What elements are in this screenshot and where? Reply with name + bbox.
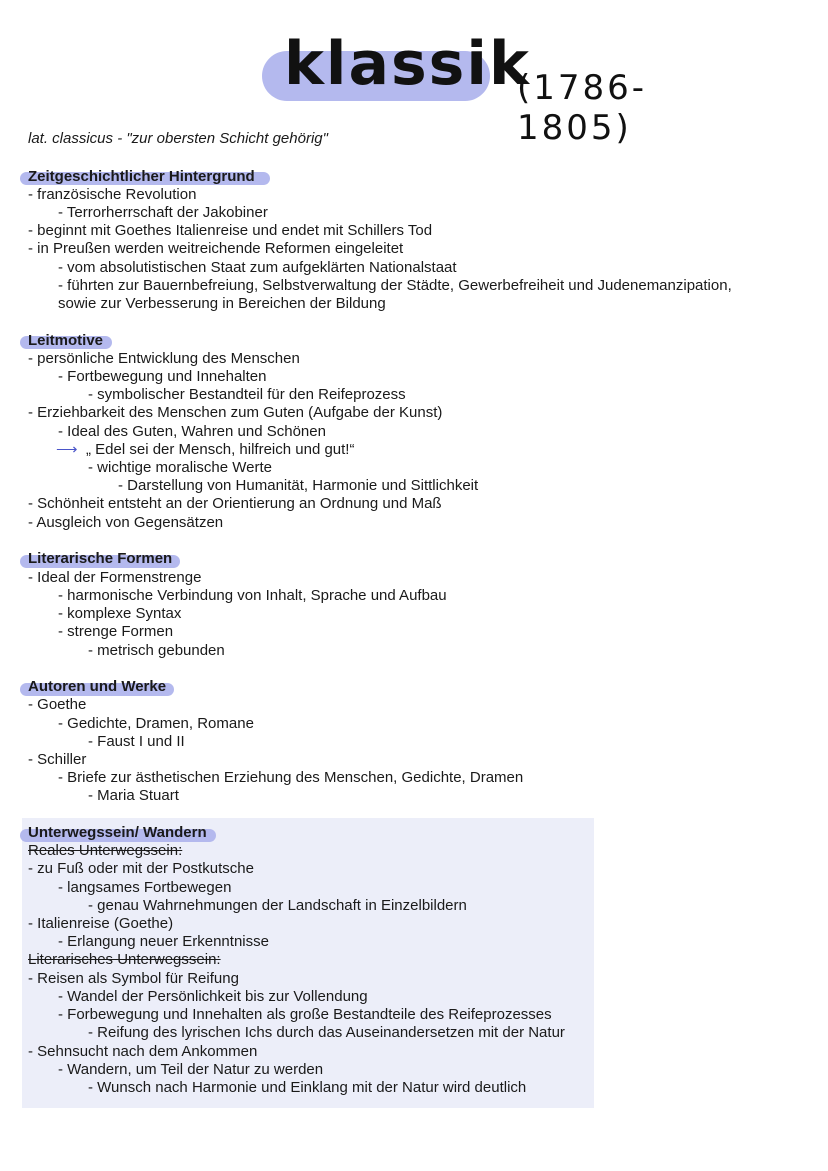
- list-item: sowie zur Verbesserung in Bereichen der Bildung: [58, 295, 386, 312]
- subheading-literarisches: Literarisches Unterwegssein:: [28, 951, 221, 968]
- list-item: - beginnt mit Goethes Italienreise und endet mit Schillers Tod: [28, 222, 433, 239]
- list-item: - Wandern, um Teil der Natur zu werden: [58, 1061, 324, 1078]
- heading-leitmotive: Leitmotive: [28, 332, 104, 349]
- arrow-icon: ⟶: [56, 441, 78, 458]
- list-item: - französische Revolution: [28, 186, 197, 203]
- list-item: - zu Fuß oder mit der Postkutsche: [28, 860, 254, 877]
- list-item: - Reisen als Symbol für Reifung: [28, 970, 239, 987]
- list-item: - vom absolutistischen Staat zum aufgeklärten Nationalstaat: [58, 259, 457, 276]
- list-item: - Wunsch nach Harmonie und Einklang mit der Natur wird deutlich: [88, 1079, 527, 1096]
- list-item: - Fortbewegung und Innehalten: [58, 368, 267, 385]
- list-item: - Ideal der Formenstrenge: [28, 569, 202, 586]
- list-item: - Erziehbarkeit des Menschen zum Guten (Aufgabe der Kunst): [28, 404, 443, 421]
- list-item: - Darstellung von Humanität, Harmonie und Sittlichkeit: [118, 477, 479, 494]
- list-item: - Gedichte, Dramen, Romane: [58, 715, 254, 732]
- list-item: - Sehnsucht nach dem Ankommen: [28, 1043, 258, 1060]
- list-item: - wichtige moralische Werte: [88, 459, 272, 476]
- list-item: - Schönheit entsteht an der Orientierung an Ordnung und Maß: [28, 495, 442, 512]
- list-item: - Briefe zur ästhetischen Erziehung des Menschen, Gedichte, Dramen: [58, 769, 524, 786]
- subheading-reales: Reales Unterwegssein:: [28, 842, 183, 859]
- heading-wandern: Unterwegssein/ Wandern: [28, 824, 207, 841]
- list-item: - Forbewegung und Innehalten als große Bestandteile des Reifeprozesses: [58, 1006, 552, 1023]
- list-item: - strenge Formen: [58, 623, 174, 640]
- list-item: - führten zur Bauernbefreiung, Selbstverwaltung der Städte, Gewerbefreiheit und Judenemanzipation,: [58, 277, 732, 294]
- subtitle: lat. classicus - "zur obersten Schicht gehörig": [28, 130, 328, 147]
- list-item: - Wandel der Persönlichkeit bis zur Vollendung: [58, 988, 368, 1005]
- list-item: - Goethe: [28, 696, 87, 713]
- list-item: - Maria Stuart: [88, 787, 179, 804]
- list-item: - Erlangung neuer Erkenntnisse: [58, 933, 269, 950]
- list-item: - genau Wahrnehmungen der Landschaft in Einzelbildern: [88, 897, 467, 914]
- list-item: - persönliche Entwicklung des Menschen: [28, 350, 300, 367]
- heading-formen: Literarische Formen: [28, 550, 173, 567]
- list-item: - Terrorherrschaft der Jakobiner: [58, 204, 268, 221]
- list-item: - Faust I und II: [88, 733, 185, 750]
- list-item: - Ideal des Guten, Wahren und Schönen: [58, 423, 326, 440]
- heading-autoren: Autoren und Werke: [28, 678, 167, 695]
- list-item: - langsames Fortbewegen: [58, 879, 232, 896]
- list-item: „ Edel sei der Mensch, hilfreich und gut!“: [86, 441, 355, 458]
- list-item: - komplexe Syntax: [58, 605, 182, 622]
- list-item: - Reifung des lyrischen Ichs durch das Auseinandersetzen mit der Natur: [88, 1024, 565, 1041]
- title-years: (1786-1805): [517, 68, 648, 148]
- heading-hintergrund: Zeitgeschichtlicher Hintergrund: [28, 168, 255, 185]
- list-item: - Ausgleich von Gegensätzen: [28, 514, 224, 531]
- list-item: - symbolischer Bestandteil für den Reifeprozess: [88, 386, 406, 403]
- list-item: - Italienreise (Goethe): [28, 915, 174, 932]
- list-item: - Schiller: [28, 751, 87, 768]
- title-area: [262, 29, 732, 148]
- page-title: klassik: [284, 29, 531, 99]
- list-item: - in Preußen werden weitreichende Reformen eingeleitet: [28, 240, 404, 257]
- list-item: - metrisch gebunden: [88, 642, 225, 659]
- list-item: - harmonische Verbindung von Inhalt, Sprache und Aufbau: [58, 587, 447, 604]
